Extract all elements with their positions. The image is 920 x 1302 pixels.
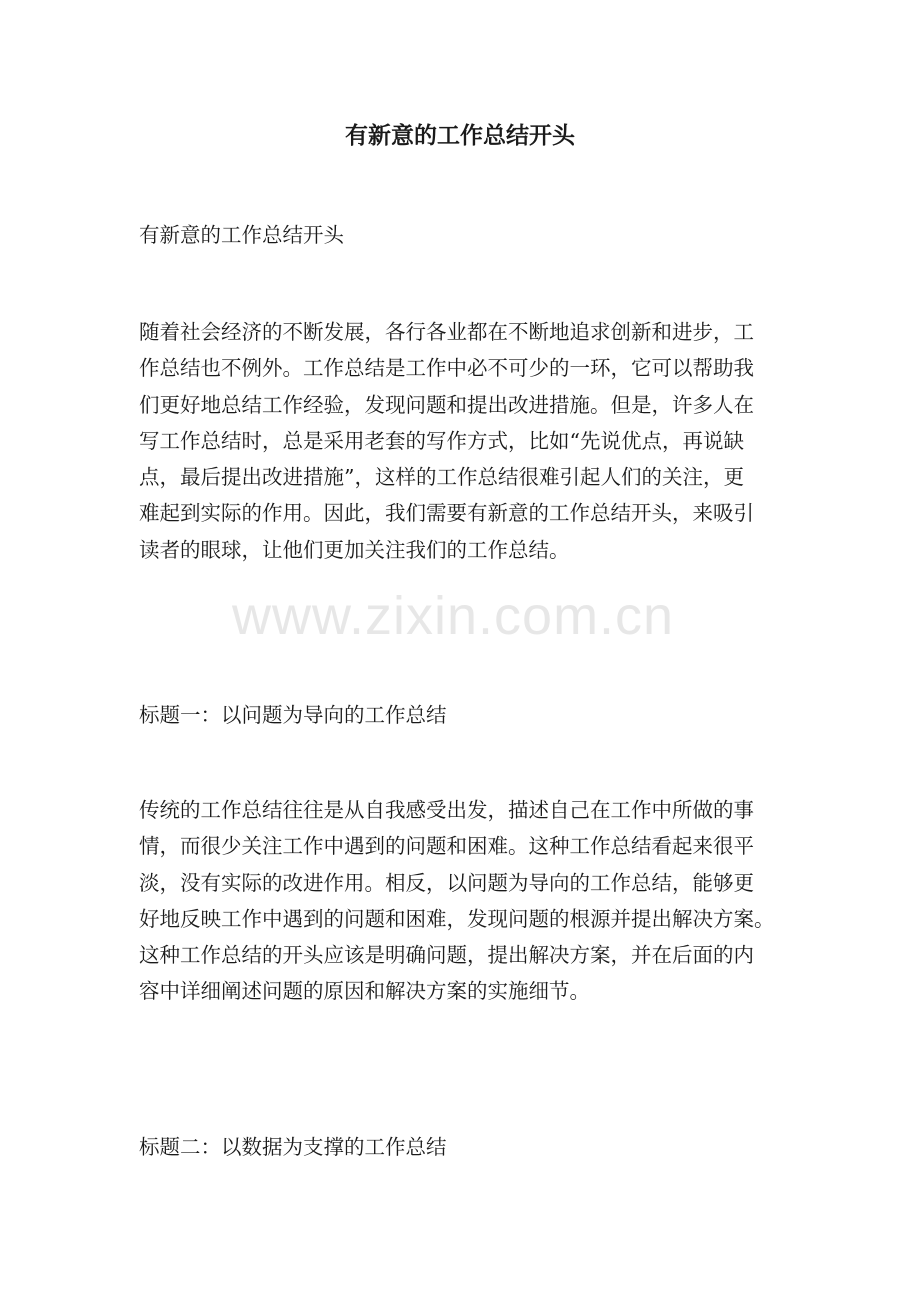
intro-line: 们更好地总结工作经验，发现问题和提出改进措施。但是，许多人在	[139, 392, 754, 417]
intro-line: 随着社会经济的不断发展，各行各业都在不断地追求创新和进步，工	[139, 320, 754, 344]
section1-line: 容中详细阐述问题的原因和解决方案的实施细节。	[139, 979, 590, 1004]
section-heading-2: 标题二：以数据为支撑的工作总结	[139, 1135, 447, 1159]
intro-paragraph	[139, 314, 789, 568]
section1-line: 传统的工作总结往往是从自我感受出发，描述自己在工作中所做的事	[139, 798, 754, 822]
intro-line: 点，最后提出改进措施”，这样的工作总结很难引起人们的关注，更	[139, 465, 744, 490]
intro-line: 写工作总结时，总是采用老套的写作方式，比如“先说优点，再说缺	[139, 428, 744, 453]
intro-line: 读者的眼球，让他们更加关注我们的工作总结。	[139, 537, 570, 562]
section1-line: 这种工作总结的开头应该是明确问题，提出解决方案，并在后面的内	[139, 943, 754, 968]
document-subtitle: 有新意的工作总结开头	[139, 223, 344, 247]
section1-paragraph	[139, 792, 789, 1010]
intro-line: 难起到实际的作用。因此，我们需要有新意的工作总结开头，来吸引	[139, 501, 754, 526]
section1-line: 情，而很少关注工作中遇到的问题和困难。这种工作总结看起来很平	[139, 834, 754, 859]
section-heading-1: 标题一：以问题为导向的工作总结	[139, 703, 447, 727]
section1-line: 好地反映工作中遇到的问题和困难，发现问题的根源并提出解决方案。	[139, 906, 775, 931]
section1-line: 淡，没有实际的改进作用。相反，以问题为导向的工作总结，能够更	[139, 870, 754, 895]
document-title: 有新意的工作总结开头	[345, 122, 575, 149]
watermark: www.zixin.com.cn	[232, 586, 675, 646]
intro-line: 作总结也不例外。工作总结是工作中必不可少的一环，它可以帮助我	[139, 356, 754, 381]
